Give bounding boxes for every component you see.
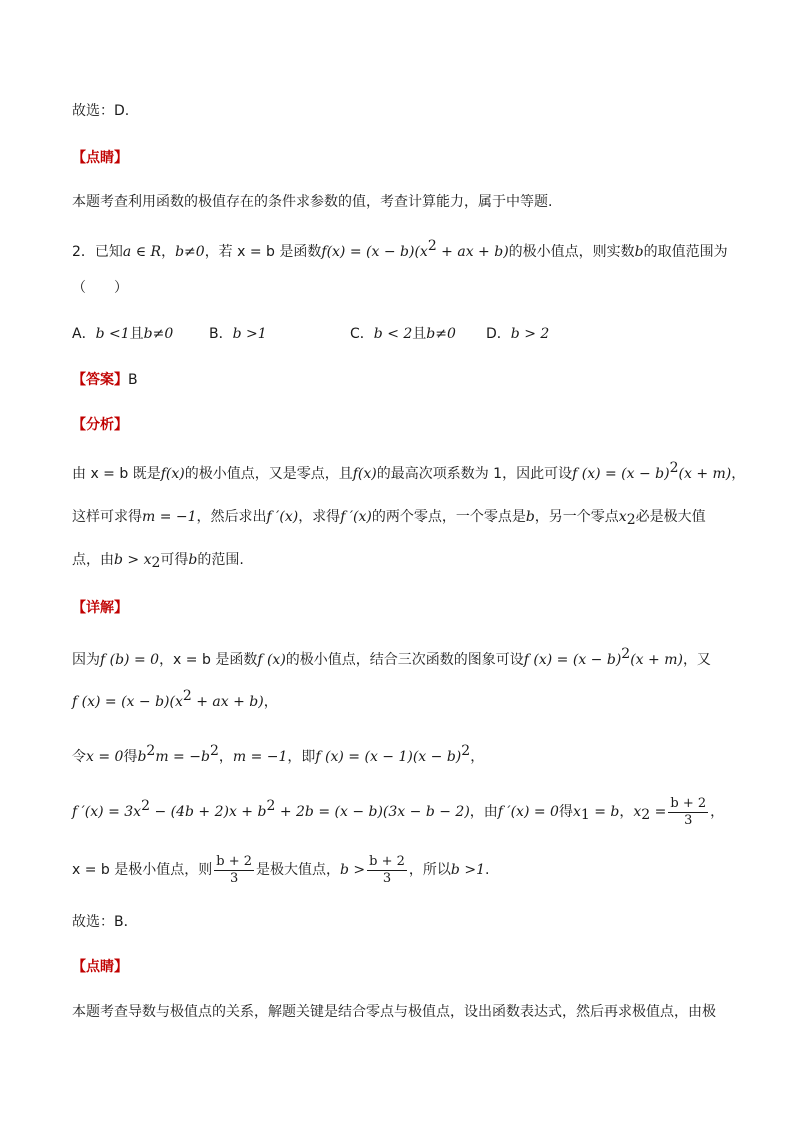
text: 可得	[160, 552, 189, 568]
fraction-denominator: 3	[684, 812, 693, 828]
text: ，又	[682, 652, 711, 668]
math: f (x)	[257, 652, 286, 668]
q2-sep1: ，	[161, 244, 176, 260]
text: 的极小值点，结合三次函数的图象可设	[285, 652, 524, 668]
math: =	[650, 804, 667, 820]
math: m = −1	[142, 509, 197, 525]
math: m = −b	[155, 749, 210, 765]
option-label: A．	[72, 326, 96, 342]
option-math2: b≠0	[426, 326, 456, 342]
option-math: b >1	[232, 326, 267, 342]
text: 的极小值点，又是零点，且	[184, 466, 353, 482]
math: = b	[589, 804, 620, 820]
text: ，x = b 是函数	[159, 652, 258, 668]
math: (x + m)	[630, 652, 683, 668]
fraction-numerator: b + 2	[670, 795, 707, 811]
option-math: b < 2	[373, 326, 413, 342]
math: + ax + b)	[191, 694, 264, 710]
text: ，	[710, 804, 725, 820]
math: (x + m)	[678, 466, 732, 482]
math-sub: 2	[641, 807, 651, 823]
text: 的范围.	[197, 552, 244, 568]
math-cond1: a ∈ R	[122, 244, 162, 260]
prev-dianjing-heading: 【点睛】	[72, 150, 128, 166]
math: f(x)	[160, 466, 185, 482]
math: b >1	[450, 862, 485, 878]
math-sub: 2	[626, 512, 636, 528]
math: x	[633, 804, 642, 820]
math: f (b) = 0	[100, 652, 160, 668]
option-label: D．	[486, 326, 511, 342]
fraction	[367, 854, 407, 887]
q2-sep2: ，若 x = b 是函数	[204, 244, 322, 260]
fraction-denominator: 3	[382, 870, 392, 886]
math-sup: 2	[266, 798, 276, 814]
answer-value: B	[128, 372, 138, 388]
fraction-numerator: b + 2	[216, 853, 253, 869]
question-2-options	[72, 324, 549, 344]
text: 得	[123, 749, 138, 765]
math-sup: 2	[461, 743, 471, 759]
prev-answer-choice: 故选：D.	[72, 103, 130, 119]
math: f(x)	[352, 466, 377, 482]
math-sub: 2	[151, 555, 161, 571]
question-2-paren: （ ）	[72, 280, 128, 296]
answer-choice: 故选：B．	[72, 914, 138, 930]
math: + 2b = (x − b)(3x − b − 2)	[275, 804, 470, 820]
math: f (x) = (x − b)	[572, 466, 670, 482]
math: b >	[340, 862, 366, 878]
option-text: 且	[412, 326, 427, 342]
dianjing-heading: 【点睛】	[72, 959, 128, 975]
option-math: b > 2	[510, 326, 550, 342]
math-sub: 1	[580, 807, 590, 823]
text: 必是极大值	[635, 509, 706, 525]
text: ，即	[287, 749, 316, 765]
math-func-tail: + ax + b)	[436, 244, 509, 260]
text: 的两个零点，一个零点是	[371, 509, 526, 525]
option-math2: b≠0	[143, 326, 174, 342]
math: f ′(x) = 0	[497, 804, 559, 820]
text: .	[484, 862, 490, 878]
text: 这样可求得	[72, 509, 142, 525]
analysis-line-2	[72, 507, 706, 527]
option-label: B．	[209, 326, 233, 342]
math: b > x	[114, 552, 152, 568]
math-sup: 2	[141, 798, 150, 814]
analysis-line-3	[72, 550, 244, 570]
math: f ′(x)	[340, 509, 372, 525]
fraction-denominator: 3	[230, 870, 239, 886]
option-c	[350, 324, 486, 344]
text: 的最高次项系数为 1，因此可设	[376, 466, 573, 482]
math: x	[618, 509, 627, 525]
option-b	[209, 324, 350, 344]
text: 由 x = b 既是	[72, 466, 161, 482]
detail-line-1	[72, 646, 711, 670]
prev-dianjing-text: 本题考查利用函数的极值存在的条件求参数的值，考查计算能力，属于中等题.	[72, 194, 553, 210]
text: ，	[218, 749, 233, 765]
text: ，求得	[298, 509, 341, 525]
detail-line-3	[72, 743, 485, 767]
text: ，	[619, 804, 634, 820]
text: ，	[263, 694, 278, 710]
text: ，所以	[408, 862, 451, 878]
text: ，	[470, 749, 485, 765]
detail-line-5	[72, 852, 489, 888]
math-sup: 2	[146, 743, 156, 759]
text: 得	[558, 804, 573, 820]
math: f (x) = (x − b)(x	[72, 694, 183, 710]
answer-line	[72, 370, 138, 390]
fraction-numerator: b + 2	[369, 853, 405, 869]
analysis-heading: 【分析】	[72, 417, 128, 433]
option-label: C．	[350, 326, 374, 342]
dianjing-text: 本题考查导数与极值点的关系，解题关键是结合零点与极值点，设出函数表达式，然后再求极值点，由极	[72, 1004, 716, 1020]
option-text: 且	[129, 326, 144, 342]
question-number: 2．已知	[72, 244, 123, 260]
text: 是极大值点，	[256, 862, 341, 878]
answer-heading: 【答案】	[72, 372, 128, 388]
analysis-line-1	[72, 460, 746, 484]
text: ，然后求出	[196, 509, 267, 525]
text: ，	[731, 466, 746, 482]
math: m = −1	[232, 749, 288, 765]
math: f ′(x) = 3x	[72, 804, 142, 820]
math-sup: 2	[621, 646, 631, 662]
q2-tail2: 的取值范围为	[643, 244, 728, 260]
text: ，另一个零点	[534, 509, 619, 525]
detail-line-4	[72, 794, 724, 830]
math-sup: 2	[427, 238, 437, 254]
detail-heading: 【详解】	[72, 600, 128, 616]
math: f (x) = (x − 1)(x − b)	[315, 749, 462, 765]
option-math: b <1	[95, 326, 130, 342]
fraction	[668, 796, 708, 829]
math: x = 0	[86, 749, 124, 765]
math-func-f: f	[321, 244, 327, 260]
math: f ′(x)	[266, 509, 299, 525]
math-sup: 2	[669, 460, 679, 476]
math: b	[525, 509, 535, 525]
text: 点，由	[72, 552, 114, 568]
option-d	[486, 324, 549, 344]
text: ，由	[469, 804, 498, 820]
math: − (4b + 2)x + b	[150, 804, 267, 820]
text: 令	[72, 749, 86, 765]
math-func-expr: (x) = (x − b)(x	[326, 244, 428, 260]
math: b	[188, 552, 198, 568]
option-a	[72, 324, 209, 344]
q2-tail: 的极小值点，则实数	[508, 244, 635, 260]
math-sup: 2	[182, 688, 192, 704]
detail-line-2	[72, 688, 278, 712]
math-sup: 2	[209, 743, 219, 759]
math-b: b	[634, 244, 644, 260]
fraction	[214, 854, 254, 887]
question-2-stem	[72, 238, 728, 262]
math-cond2: b≠0	[175, 244, 205, 260]
text: 因为	[72, 652, 100, 668]
text: x = b 是极小值点，则	[72, 862, 213, 878]
math: b	[137, 749, 147, 765]
math: x	[572, 804, 581, 820]
math: f (x) = (x − b)	[523, 652, 622, 668]
